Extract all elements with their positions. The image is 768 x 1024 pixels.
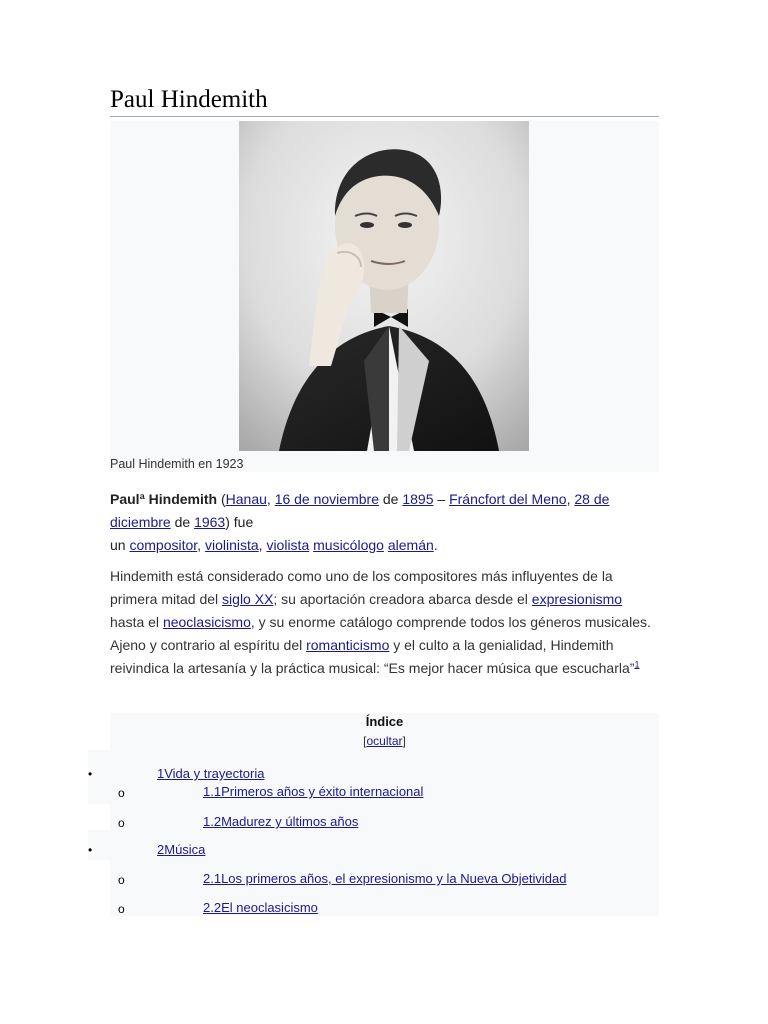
article xyxy=(110,86,659,680)
link-violinista[interactable]: violinista xyxy=(204,537,259,553)
link-death-date[interactable]: 28 de diciembre xyxy=(110,491,610,530)
text-run: . xyxy=(433,537,438,553)
toc-heading: Índice xyxy=(365,714,404,729)
toc-item[interactable] xyxy=(203,814,358,829)
infobox xyxy=(110,121,659,472)
toc-label: Los primeros años, el expresionismo y la Nueva Objetividad xyxy=(221,871,567,886)
link-romanticismo[interactable]: romanticismo xyxy=(306,637,390,653)
subject-name: Paulª Hindemith xyxy=(110,491,218,507)
link-compositor[interactable]: compositor xyxy=(129,537,198,553)
bullet-circle-icon: o xyxy=(118,902,125,916)
bullet-circle-icon: o xyxy=(118,816,125,830)
lead-paragraph xyxy=(110,488,659,557)
text-run: un xyxy=(110,537,130,553)
toc-item[interactable] xyxy=(157,766,264,781)
link-expresionismo[interactable]: expresionismo xyxy=(531,591,623,607)
text-run: ) fue xyxy=(225,514,254,530)
toc-row-band xyxy=(88,830,148,860)
text-run: , xyxy=(566,491,575,507)
page-title: Paul Hindemith xyxy=(110,86,659,117)
link-death-year[interactable]: 1963 xyxy=(194,514,226,530)
toc-label: Vida y trayectoria xyxy=(164,766,265,781)
reference-link[interactable]: 1 xyxy=(634,659,640,670)
toc-number: 2.2 xyxy=(203,900,222,915)
bullet-circle-icon: o xyxy=(118,873,125,887)
toc-item[interactable] xyxy=(203,784,423,799)
text-run: – xyxy=(433,491,450,507)
toc-hide-link[interactable]: ocultar xyxy=(366,734,403,748)
link-violista[interactable]: violista xyxy=(266,537,310,553)
text-run: hasta el xyxy=(110,614,163,630)
image-caption: Paul Hindemith en 1923 xyxy=(110,457,244,471)
toc-item[interactable] xyxy=(157,842,205,857)
text-run: ; su aportación creadora abarca desde el xyxy=(273,591,532,607)
toc-item[interactable] xyxy=(203,900,318,915)
link-aleman[interactable]: alemán xyxy=(387,537,434,553)
portrait-image[interactable] xyxy=(239,121,529,451)
text-run: , xyxy=(266,491,275,507)
toc-number: 1.2 xyxy=(203,814,222,829)
link-death-place[interactable]: Fráncfort del Meno xyxy=(449,491,567,507)
link-musicologo[interactable]: musicólogo xyxy=(313,537,384,553)
toc-item[interactable] xyxy=(203,871,566,886)
link-neoclasicismo[interactable]: neoclasicismo xyxy=(162,614,251,630)
toc-label: Primeros años y éxito internacional xyxy=(221,784,424,799)
toc-label: El neoclasicismo xyxy=(221,900,318,915)
bracket: ] xyxy=(402,734,406,748)
link-siglo-xx[interactable]: siglo XX xyxy=(222,591,274,607)
toc-label: Madurez y últimos años xyxy=(221,814,359,829)
link-hanau[interactable]: Hanau xyxy=(225,491,267,507)
toc-label: Música xyxy=(164,842,206,857)
toc-number: 2.1 xyxy=(203,871,222,886)
text-run: Hindemith está considerado como uno de los compositores más influyentes de la primera mitad del xyxy=(110,568,613,607)
text-run: de xyxy=(170,514,195,530)
text-run: , y su enorme catálogo comprende todos los géneros musicales. Ajeno y contrario al espíritu del xyxy=(110,614,651,653)
text-run: y el culto a la genialidad, Hindemith reivindica la artesanía y la práctica musical: “Es mejor hacer música que escucharla” xyxy=(110,637,635,676)
bullet-circle-icon: o xyxy=(118,786,125,800)
link-birth-date[interactable]: 16 de noviembre xyxy=(274,491,379,507)
bracket: [ xyxy=(363,734,367,748)
bullet-disc-icon: • xyxy=(88,843,93,857)
text-run: , xyxy=(197,537,205,553)
toc-number: 2 xyxy=(157,842,165,857)
toc-toggle xyxy=(110,734,659,748)
body-paragraph xyxy=(110,565,659,680)
toc-number: 1.1 xyxy=(203,784,222,799)
toc-number: 1 xyxy=(157,766,165,781)
text-run: de xyxy=(378,491,403,507)
bullet-disc-icon: • xyxy=(88,767,93,781)
text-run: , xyxy=(258,537,267,553)
text-run: ( xyxy=(217,491,226,507)
link-birth-year[interactable]: 1895 xyxy=(402,491,434,507)
